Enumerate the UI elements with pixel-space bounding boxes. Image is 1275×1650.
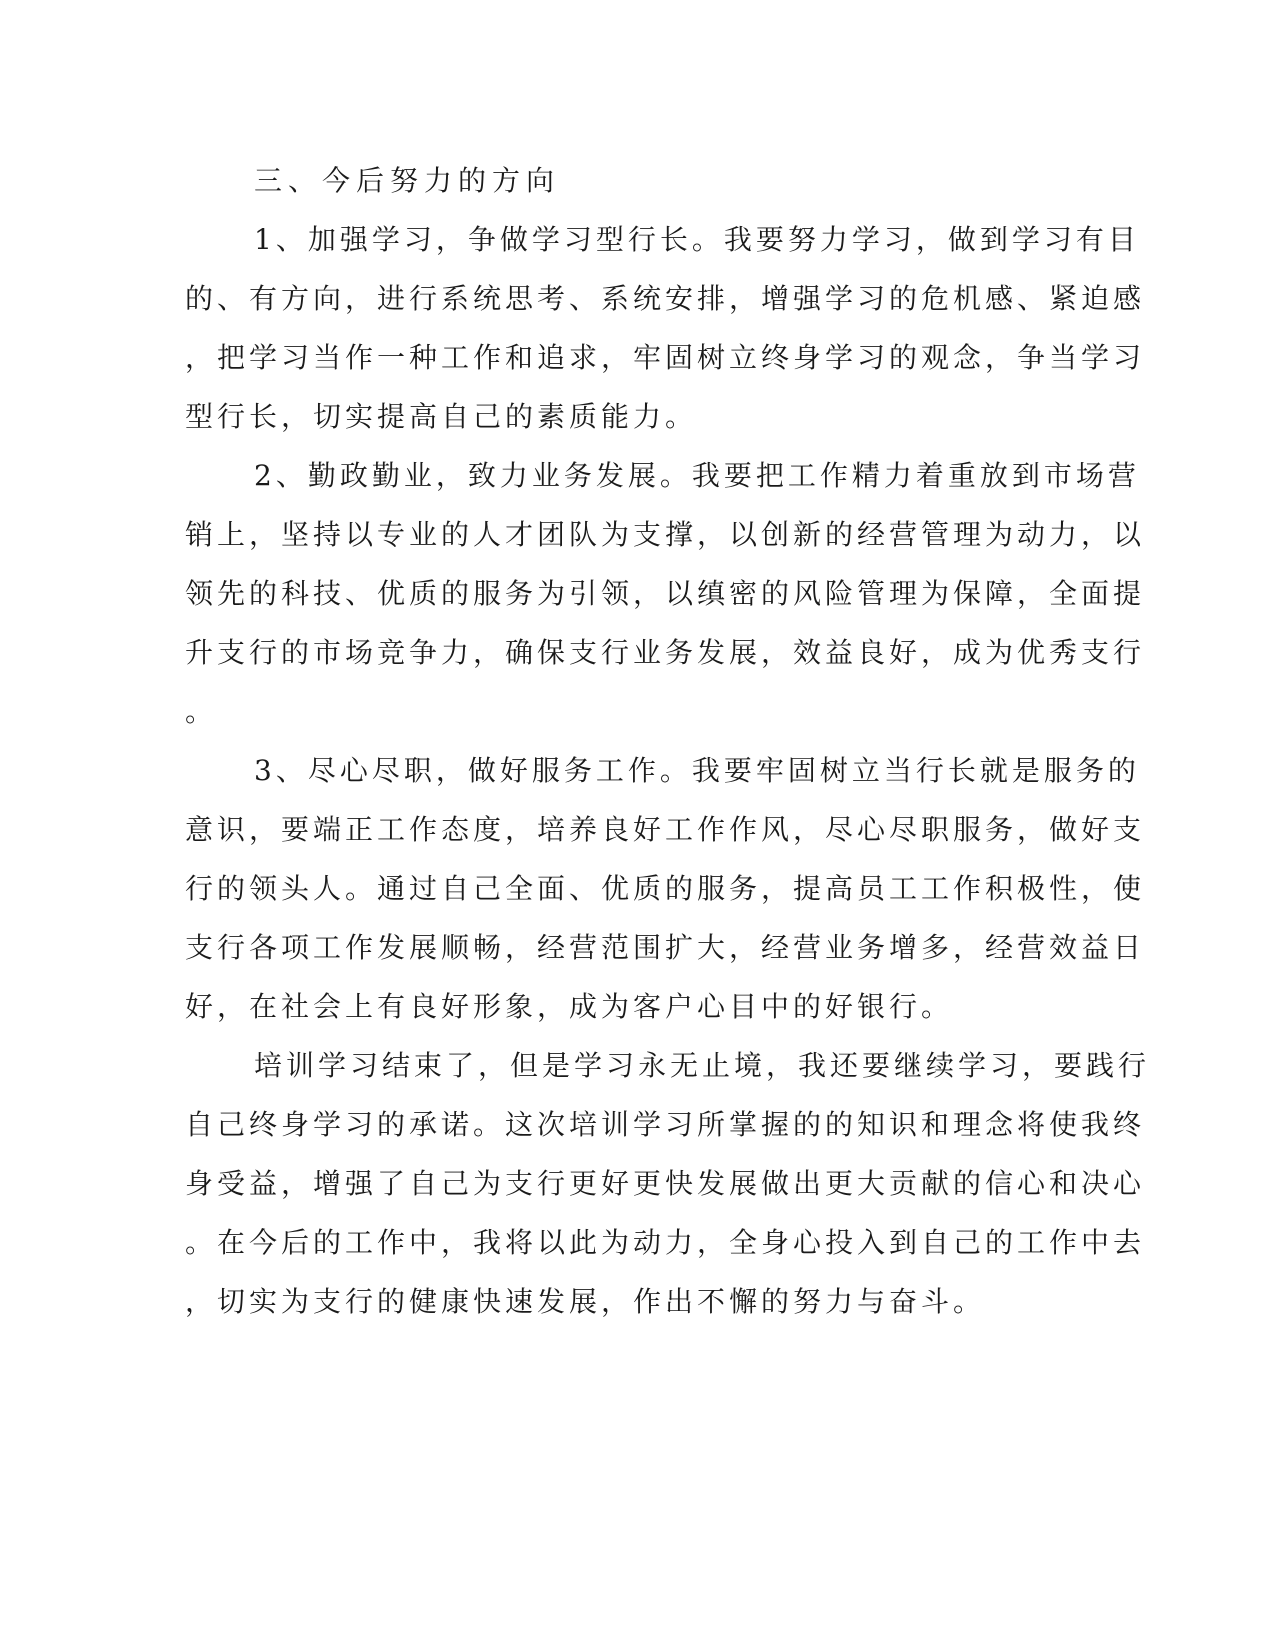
paragraph-1-line-4: 型行长，切实提高自己的素质能力。 xyxy=(185,400,698,433)
paragraph-2-line-2: 销上，坚持以专业的人才团队为支撑，以创新的经营管理为动力，以 xyxy=(185,518,1146,551)
paragraph-2-line-3: 领先的科技、优质的服务为引领，以缜密的风险管理为保障，全面提 xyxy=(185,577,1146,610)
paragraph-4-line-4: 。在今后的工作中，我将以此为动力，全身心投入到自己的工作中去 xyxy=(185,1226,1146,1259)
section-heading: 三、今后努力的方向 xyxy=(254,164,561,197)
paragraph-3-line-4: 支行各项工作发展顺畅，经营范围扩大，经营业务增多，经营效益日 xyxy=(185,931,1146,964)
paragraph-3-line-5: 好，在社会上有良好形象，成为客户心目中的好银行。 xyxy=(185,990,954,1023)
paragraph-2-line-5: 。 xyxy=(185,695,218,728)
paragraph-4-line-2: 自己终身学习的承诺。这次培训学习所掌握的的知识和理念将使我终 xyxy=(185,1108,1146,1141)
paragraph-2-line-1: 2、勤政勤业，致力业务发展。我要把工作精力着重放到市场营 xyxy=(254,459,1140,492)
paragraph-4-line-5: ，切实为支行的健康快速发展，作出不懈的努力与奋斗。 xyxy=(185,1285,986,1318)
paragraph-4-line-3: 身受益，增强了自己为支行更好更快发展做出更大贡献的信心和决心 xyxy=(185,1167,1146,1200)
paragraph-3-line-2: 意识，要端正工作态度，培养良好工作作风，尽心尽职服务，做好支 xyxy=(185,813,1146,846)
paragraph-1-line-3: ，把学习当作一种工作和追求，牢固树立终身学习的观念，争当学习 xyxy=(185,341,1146,374)
paragraph-2-line-4: 升支行的市场竞争力，确保支行业务发展，效益良好，成为优秀支行 xyxy=(185,636,1146,669)
paragraph-4-line-1: 培训学习结束了，但是学习永无止境，我还要继续学习，要践行 xyxy=(254,1049,1151,1082)
paragraph-3-line-3: 行的领头人。通过自己全面、优质的服务，提高员工工作积极性，使 xyxy=(185,872,1146,905)
paragraph-1-line-2: 的、有方向，进行系统思考、系统安排，增强学习的危机感、紧迫感 xyxy=(185,282,1146,315)
paragraph-3-line-1: 3、尽心尽职，做好服务工作。我要牢固树立当行长就是服务的 xyxy=(254,754,1140,787)
paragraph-1-line-1: 1、加强学习，争做学习型行长。我要努力学习，做到学习有目 xyxy=(254,223,1140,256)
